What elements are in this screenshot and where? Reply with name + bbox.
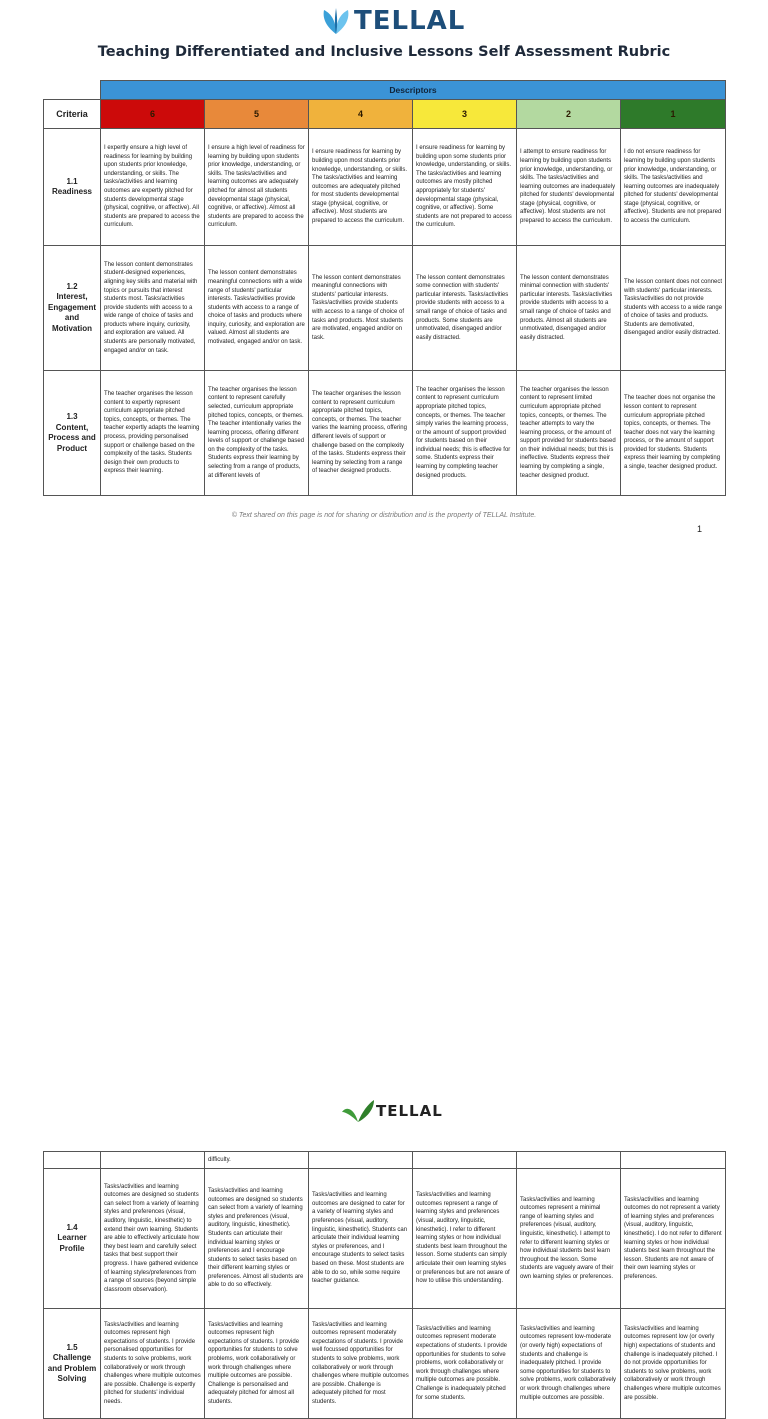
descriptor-cell: The teacher does not organise the lesson content to represent curriculum appropriate pitched topics, concepts, or themes. The teacher does not vary the learning process, or the amount of support provided for students. Students express their learning by completing a single, teacher designed product. <box>621 371 726 496</box>
criterion-label-line: and Problem <box>47 1363 97 1373</box>
criterion-label-line: Motivation <box>52 323 92 333</box>
descriptor-cell: Tasks/activities and learning outcomes represent low (or overly high) expectations of students and challenge is inadequately pitched. I do not provide opportunities for students to solve problems, work collaboratively or work through challenges where multiple outcomes are possible. <box>621 1309 726 1419</box>
descriptor-cell: Tasks/activities and learning outcomes are designed so students can select from a variety of learning styles and preferences (visual, auditory, linguistic, kinesthetic). Students can articulate their individual learning styles or preferences and I encourage students to select tasks based on their different learning styles or preferences. Almost all students are able to do so effectively. <box>205 1169 309 1309</box>
criterion-cell <box>44 246 101 371</box>
level-header-row <box>44 100 726 129</box>
carryover-cell <box>413 1152 517 1169</box>
criterion-cell <box>44 129 101 246</box>
descriptor-cell: Tasks/activities and learning outcomes represent a minimal range of learning styles and preferences (visual, auditory, linguistic, kinesthetic). I attempt to refer to different learning styles or how individual students best learn throughout the lesson. Some students are vaguely aware of their own learning styles or preferences. <box>517 1169 621 1309</box>
criterion-cell <box>44 1169 101 1309</box>
criterion-label-line: 1.5 <box>66 1342 78 1352</box>
level-header-3: 3 <box>413 100 517 129</box>
descriptor-cell: I expertly ensure a high level of readiness for learning by building upon students prior knowledge, understanding, or skills. The tasks/activities and learning outcomes are expertly pitched for students developmental stage (physical, cognitive, or affective). All students are prepared to access the curriculum. <box>101 129 205 246</box>
descriptor-cell: Tasks/activities and learning outcomes represent a range of learning styles and preferences (visual, auditory, linguistic, kinesthetic). I refer to different learning styles or how individual students best learn throughout the lesson. Some students can simply articulate their own learning styles or preferences but are not aware of how to utilise this understanding. <box>413 1169 517 1309</box>
page-1 <box>0 0 768 548</box>
criterion-label-line: 1.3 <box>66 412 78 421</box>
carryover-criterion-cell <box>44 1152 101 1169</box>
criterion-label-line: Challenge <box>52 1353 92 1362</box>
descriptor-cell: Tasks/activities and learning outcomes do not represent a variety of learning styles and preferences (visual, auditory, linguistic, kinesthetic). I do not refer to different learning styles or how individual students best learn throughout the lesson. Students are not aware of their own learning styles or preferences. <box>621 1169 726 1309</box>
tellal-logo <box>340 1098 443 1124</box>
rubric-table <box>43 80 726 496</box>
criterion-row <box>44 1169 726 1309</box>
logo-text: TELLAL <box>376 1102 443 1120</box>
criterion-row <box>44 246 726 371</box>
criterion-label-line: Engagement <box>47 302 96 312</box>
page-2 <box>0 548 768 1405</box>
logo-text: TELLAL <box>354 6 466 36</box>
criterion-label-line: Learner <box>57 1233 87 1243</box>
descriptor-cell: The lesson content demonstrates some connection with students' particular interests. Tasks/activities provide students with access to a small range of choice of tasks and products. Some students are unmotivated, disengaged and/or easily distracted. <box>413 246 517 371</box>
criterion-label-line: and <box>64 313 80 323</box>
descriptor-cell: The teacher organises the lesson content to represent carefully selected, curriculum appropriate pitched topics, concepts, or themes. The teacher intentionally varies the learning process, offering different levels of support or challenge based on the complexity of the tasks. Students express their learning by selecting from a range of products, at different levels of <box>205 371 309 496</box>
carryover-cell <box>309 1152 413 1169</box>
descriptor-cell: I do not ensure readiness for learning by building upon students prior knowledge, understanding, or skills. The tasks/activities and learning outcomes are inadequately pitched for students' developmental stage (physical, cognitive, or affective). Students are not prepared to access the curriculum. <box>621 129 726 246</box>
criterion-cell <box>44 371 101 496</box>
carryover-cell <box>517 1152 621 1169</box>
criterion-row <box>44 129 726 246</box>
criterion-label-line: Content, <box>55 422 89 432</box>
descriptors-header: Descriptors <box>101 81 726 100</box>
descriptor-cell: The lesson content does not connect with students' particular interests. Tasks/activities do not provide students with access to a wide range of choice of tasks and products. Students are demotivated, disengaged and/or easily distracted. <box>621 246 726 371</box>
criterion-cell <box>44 1309 101 1419</box>
descriptor-cell: Tasks/activities and learning outcomes represent high expectations of students. I provide opportunities for students to solve problems, work collaboratively or work through challenges where multiple outcomes are possible. Challenge is personalised and adequately pitched for almost all students. <box>205 1309 309 1419</box>
level-header-4: 4 <box>309 100 413 129</box>
criterion-row <box>44 1309 726 1419</box>
criterion-label-line: Profile <box>59 1243 85 1253</box>
criterion-label-line: Readiness <box>51 187 93 196</box>
rubric-table-continued <box>43 1151 726 1419</box>
criterion-label-line: 1.4 <box>66 1222 78 1232</box>
criterion-label-line: Interest, <box>56 292 88 302</box>
document-title: Teaching Differentiated and Inclusive Lessons Self Assessment Rubric <box>97 44 671 60</box>
descriptor-cell: The teacher organises the lesson content to represent curriculum appropriate pitched topics, concepts, or themes. The teacher varies the learning process, offering different levels of support or challenge based on the complexity of the tasks. Students express their learning by selecting from a range of teacher designed products. <box>309 371 413 496</box>
carryover-cell <box>621 1152 726 1169</box>
criteria-header: Criteria <box>44 100 101 129</box>
descriptor-cell: I ensure a high level of readiness for learning by building upon students prior knowledge, understanding, or skills. The tasks/activities and learning outcomes are adequately pitched for almost all students developmental stage (physical, cognitive, or affective). Almost all students are prepared to access the curriculum. <box>205 129 309 246</box>
criterion-row <box>44 371 726 496</box>
tellal-logo <box>318 6 465 36</box>
descriptor-cell: I ensure readiness for learning by building upon some students prior knowledge, understanding, or skills. The tasks/activities and learning outcomes are mostly pitched appropriately for students' developmental stage (physical, cognitive, or affective). Some students are not prepared to access the curriculum. <box>413 129 517 246</box>
level-header-5: 5 <box>205 100 309 129</box>
descriptor-cell: The lesson content demonstrates meaningful connections with a wide range of students' particular interests. Tasks/activities provide students with access to a range of choice of tasks and products where inquiry, curiosity, and exploration are valued. Almost all students are motivated, engaged and/or on task. <box>205 246 309 371</box>
criterion-label-line: Product <box>56 443 88 453</box>
criterion-label-line: Solving <box>57 1374 87 1383</box>
carryover-cell <box>101 1152 205 1169</box>
descriptor-cell: Tasks/activities and learning outcomes are designed so students can select from a variety of learning styles and preferences (visual, auditory, linguistic, kinesthetic) to extend their own learning. Students are able to effectively articulate how they best learn and carefully select tasks that best support their progress. I have gathered evidence of learning styles/preferences from a range of sources (beyond simple classroom observation). <box>101 1169 205 1309</box>
criterion-label-line: 1.1 <box>66 176 78 186</box>
descriptor-cell: The teacher organises the lesson content to represent curriculum appropriate pitched topics, concepts, or themes. The teacher simply varies the learning process, or the amount of support provided for students based on their individual needs; this is effective for some. Students express their learning by completing teacher designed products. <box>413 371 517 496</box>
descriptor-cell: The lesson content demonstrates meaningful connections with students' particular interests. Tasks/activities provide students with access to a range of choice of tasks and products. Most students are motivated, engaged and/or on task. <box>309 246 413 371</box>
descriptor-cell: Tasks/activities and learning outcomes represent low-moderate (or overly high) expectations of students and challenge is inadequately pitched. I provide some opportunities for students to solve problems, work collaboratively or work through challenges where multiple outcomes are possible. <box>517 1309 621 1419</box>
corner-cell <box>44 81 101 100</box>
descriptor-cell: The lesson content demonstrates student-designed experiences, aligning key skills and material with topics or pursuits that interest students most. Tasks/activities provide students with access to a wide range of choice of tasks and products where inquiry, curiosity, and exploration are valued. All students are personally motivated, engaged and/or on task. <box>101 246 205 371</box>
criterion-label-line: 1.2 <box>66 281 78 291</box>
descriptor-cell: I attempt to ensure readiness for learning by building upon students prior knowledge, understanding, or skills. The tasks/activities and learning outcomes are inadequately pitched for students' developmental stage (physical, cognitive, or affective). Most students are not prepared to access the curriculum. <box>517 129 621 246</box>
descriptor-cell: Tasks/activities and learning outcomes are designed to cater for a variety of learning styles and preferences (visual, auditory, linguistic, kinesthetic). Students can articulate their individual learning styles or preferences, and I encourage students to select tasks based on these. Most students are able to do so, while some require teacher guidance. <box>309 1169 413 1309</box>
criterion-label-line: Process and <box>48 433 96 442</box>
descriptor-cell: I ensure readiness for learning by building upon most students prior knowledge, understanding, or skills. The tasks/activities and learning outcomes are adequately pitched for most students developmental stage (physical, cognitive, or affective). Most students are prepared to access the curriculum. <box>309 129 413 246</box>
descriptor-cell: The teacher organises the lesson content to expertly represent curriculum appropriate pitched topics, concepts, or themes. The teacher expertly adapts the learning process, providing personalised support or challenge based on the complexity of the tasks. Students design their own products to express their learning. <box>101 371 205 496</box>
descriptor-cell: Tasks/activities and learning outcomes represent moderately expectations of students. I provide well focussed opportunities for students to solve problems, work collaboratively or work through challenges where multiple outcomes are possible. Challenge is adequately pitched for most students. <box>309 1309 413 1419</box>
copyright-note: © Text shared on this page is not for sharing or distribution and is the property of TELLAL Institute. <box>231 512 537 519</box>
descriptor-cell: Tasks/activities and learning outcomes represent moderate expectations of students. I provide opportunities for students to solve problems, work collaboratively or work through challenges where multiple outcomes are possible. Challenge is inadequately pitched for some students. <box>413 1309 517 1419</box>
descriptor-cell: Tasks/activities and learning outcomes represent high expectations of students. I provide personalised opportunities for students to solve problems, work collaboratively or work through challenges where multiple outcomes are possible. Challenge is expertly pitched for students' individual needs. <box>101 1309 205 1419</box>
level-header-1: 1 <box>621 100 726 129</box>
carryover-cell: difficulty. <box>205 1152 309 1169</box>
level-header-2: 2 <box>517 100 621 129</box>
page-number: 1 <box>697 524 703 534</box>
sprout-icon <box>340 1098 376 1124</box>
carryover-row <box>44 1152 726 1169</box>
descriptor-cell: The lesson content demonstrates minimal connection with students' particular interests. Tasks/activities provide students with access to a small range of choice of tasks and products. Almost all students are unmotivated, disengaged and/or easily distracted. <box>517 246 621 371</box>
descriptor-cell: The teacher organises the lesson content to represent limited curriculum appropriate pitched topics, concepts, or themes. The teacher attempts to vary the learning process, or the amount of support provided for students based on their individual needs; but this is ineffective. Students express their learning by completing a single, teacher designed product. <box>517 371 621 496</box>
leaf-icon <box>318 6 354 36</box>
level-header-6: 6 <box>101 100 205 129</box>
